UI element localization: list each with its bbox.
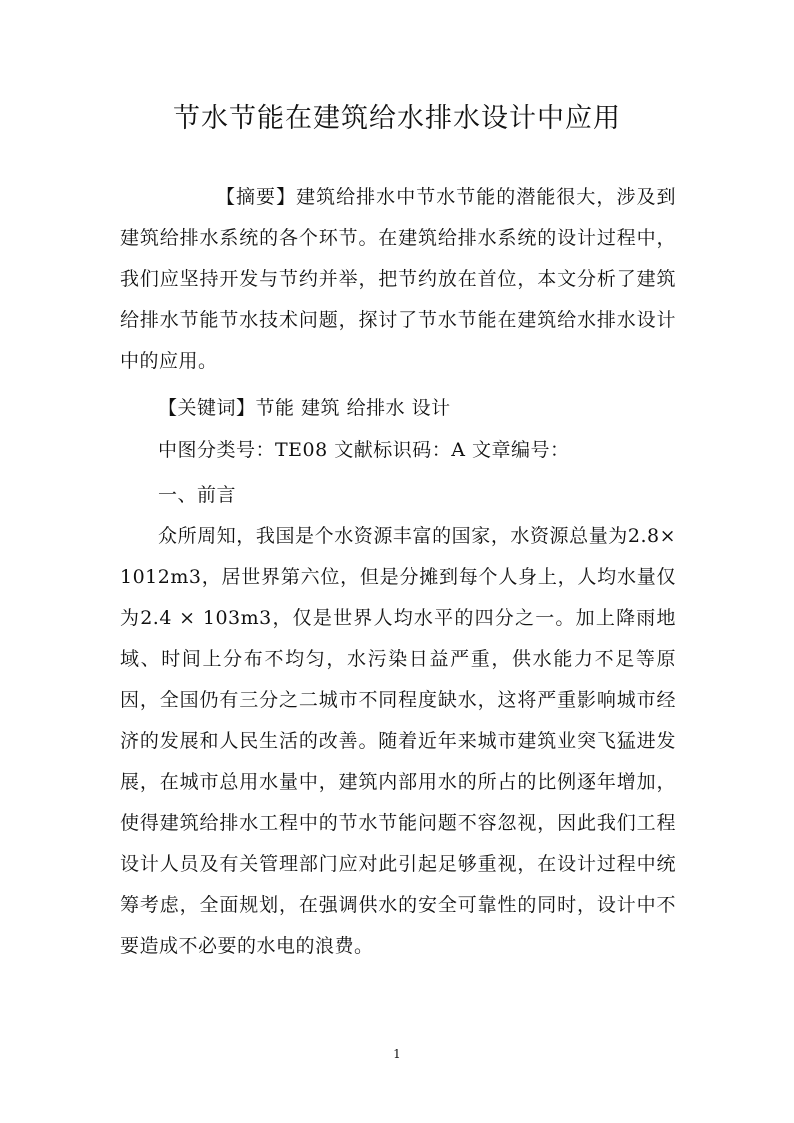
page-number: 1 bbox=[393, 1047, 401, 1061]
abstract-paragraph: 【摘要】建筑给排水中节水节能的潜能很大，涉及到建筑给排水系统的各个环节。在建筑给排水系统的设计过程中，我们应坚持开发与节约并举，把节约放在首位，本文分析了建筑给排水节能节水技术问题，探讨了节水节能在建筑给水排水设计中的应用。 bbox=[120, 186, 676, 372]
body-paragraph: 众所周知，我国是个水资源丰富的国家，水资源总量为2.8× 1012m3，居世界第六位，但是分摊到每个人身上，人均水量仅为2.4 × 103m3，仅是世界人均水平的四分之一。加上降雨地域、时间上分布不均匀，水污染日益严重，供水能力不足等原因，全国仍有三分之二城市不同程度缺水，这将严重影响城市经济的发展和人民生活的改善。随着近年来城市建筑业突飞猛进发展，在城市总用水量中，建筑内部用水的所占的比例逐年增加，使得建筑给排水工程中的节水节能问题不容忽视，因此我们工程设计人员及有关管理部门应对此引起足够重视，在设计过程中统筹考虑，全面规划，在强调供水的安全可靠性的同时，设计中不要造成不必要的水电的浪费。 bbox=[120, 525, 676, 957]
classification-line: 中图分类号：TE08 文献标识码：A 文章编号： bbox=[158, 439, 570, 461]
keywords-line: 【关键词】节能 建筑 给排水 设计 bbox=[158, 397, 451, 419]
section-heading: 一、前言 bbox=[158, 484, 237, 506]
document-title: 节水节能在建筑给水排水设计中应用 bbox=[173, 103, 621, 134]
